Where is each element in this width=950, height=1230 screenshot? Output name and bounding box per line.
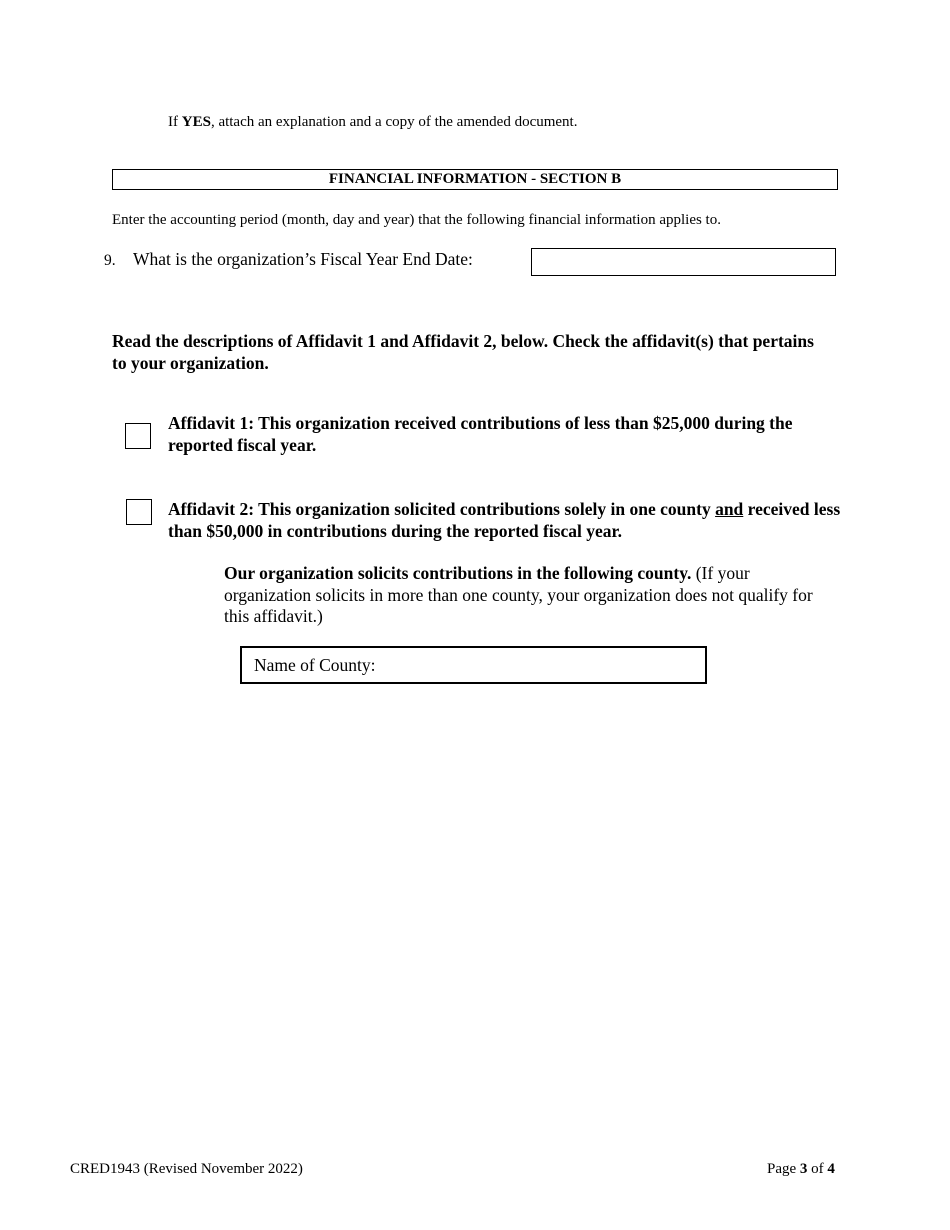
county-instruction: Our organization solicits contributions in the following county. (If your organization solicits in more than one county, your organization does not qualify for this affidavit.) xyxy=(224,563,813,626)
affidavit-1-checkbox[interactable] xyxy=(125,423,151,449)
county-name-field[interactable] xyxy=(240,646,707,684)
affidavit-2-description: Affidavit 2: This organization solicited contributions solely in one county and received less than $50,000 in contributions during the reported fiscal year. xyxy=(168,499,841,541)
county-name-label: Name of County: xyxy=(254,655,376,675)
affidavit-2-checkbox[interactable] xyxy=(126,499,152,525)
page-number: Page 3 of 4 xyxy=(767,1161,835,1177)
amended-document-instruction: If YES, attach an explanation and a copy of the amended document. xyxy=(168,114,578,130)
affidavit-instruction: Read the descriptions of Affidavit 1 and Affidavit 2, below. Check the affidavit(s) that pertains to your organization. xyxy=(112,331,814,373)
affidavit-1-description: Affidavit 1: This organization received contributions of less than $25,000 during the reported fiscal year. xyxy=(168,413,793,455)
question-number: 9. xyxy=(104,252,116,269)
form-identifier: CRED1943 (Revised November 2022) xyxy=(70,1161,303,1177)
fiscal-year-end-input[interactable] xyxy=(531,248,836,276)
accounting-period-instruction: Enter the accounting period (month, day and year) that the following financial information applies to. xyxy=(112,212,721,228)
section-b-header: FINANCIAL INFORMATION - SECTION B xyxy=(112,169,838,190)
fiscal-year-end-label: What is the organization’s Fiscal Year End Date: xyxy=(133,249,473,269)
